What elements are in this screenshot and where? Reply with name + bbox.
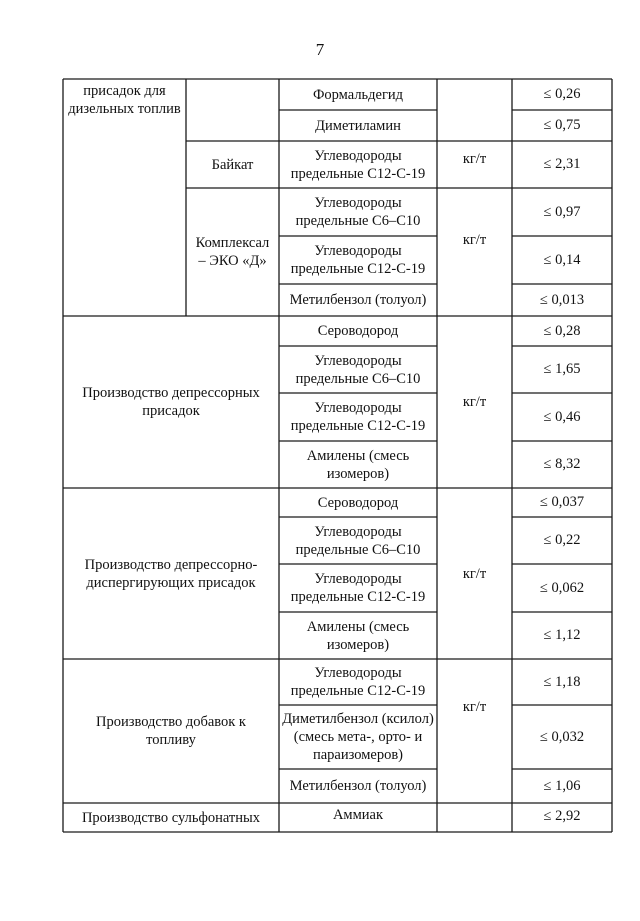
substance-g2-3: Углеводороды предельные С12-С-19 (290, 400, 426, 434)
value-g3-1: ≤ 0,037 (539, 494, 585, 510)
value-g3-4: ≤ 1,12 (543, 627, 581, 643)
group-name-fuel-additives: Производство добавок к топливу (96, 714, 246, 748)
value-formaldehyde: ≤ 0,26 (543, 86, 581, 102)
value-g2-2: ≤ 1,65 (543, 361, 581, 377)
value-baikat-c12: ≤ 2,31 (543, 156, 581, 172)
additive-complexal: Комплексал – ЭКО «Д» (195, 235, 270, 269)
value-methylbenzene-1: ≤ 0,013 (539, 291, 585, 308)
value-g4-2: ≤ 0,032 (539, 728, 585, 745)
unit-complexal: кг/т (462, 232, 487, 248)
substance-g4-1: Углеводороды предельные С12-С-19 (290, 665, 426, 699)
substance-g5-1: Аммиак (332, 807, 384, 823)
value-g2-1: ≤ 0,28 (543, 322, 581, 339)
group-name-depressant-dispersant: Производство депрессорно-диспергирующих присадок (84, 556, 258, 591)
page-number: 7 (315, 40, 325, 59)
substance-g3-4: Амилены (смесь изомеров) (306, 618, 410, 653)
substance-dimethylamine: Диметиламин (315, 117, 401, 134)
value-g2-4: ≤ 8,32 (543, 456, 581, 472)
unit-fuel-additives: кг/т (462, 699, 487, 715)
unit-baikat: кг/т (462, 151, 487, 167)
additive-baikat: Байкат (211, 156, 254, 173)
substance-g4-2: Диметилбензол (ксилол) (смесь мета-, орто- и параизомеров) (282, 711, 434, 763)
substance-formaldehyde: Формальдегид (312, 86, 404, 103)
group-name-depressant: Производство депрессорных присадок (82, 385, 260, 419)
substance-g3-3: Углеводороды предельные С12-С-19 (290, 571, 426, 605)
substance-complexal-c12: Углеводороды предельные С12-С-19 (290, 243, 426, 277)
unit-depressant-dispersant: кг/т (462, 565, 487, 582)
unit-depressant: кг/т (462, 394, 487, 410)
value-g5-1: ≤ 2,92 (543, 807, 581, 824)
substance-complexal-c6: Углеводороды предельные С6–С10 (295, 195, 421, 229)
substance-g2-4: Амилены (смесь изомеров) (306, 447, 410, 482)
value-complexal-c6: ≤ 0,97 (543, 203, 581, 220)
value-g4-1: ≤ 1,18 (543, 673, 581, 690)
substance-g4-3: Метилбензол (толуол) (289, 778, 427, 794)
value-dimethylamine: ≤ 0,75 (543, 117, 581, 133)
substance-g2-1: Сероводород (317, 323, 399, 339)
substance-baikat-c12: Углеводороды предельные С12-С-19 (290, 147, 426, 182)
substance-g3-1: Сероводород (317, 494, 399, 511)
substance-methylbenzene-1: Метилбензол (толуол) (289, 292, 427, 308)
substance-g3-2: Углеводороды предельные С6–С10 (295, 523, 421, 558)
value-g3-2: ≤ 0,22 (543, 532, 581, 548)
value-complexal-c12: ≤ 0,14 (543, 251, 581, 268)
value-g3-3: ≤ 0,062 (539, 579, 585, 596)
group-name-sulfonate: Производство сульфонатных (81, 809, 261, 826)
group-name-diesel: присадок для дизельных топлив (68, 83, 181, 117)
value-g4-3: ≤ 1,06 (543, 777, 581, 794)
value-g2-3: ≤ 0,46 (543, 408, 581, 425)
substance-g2-2: Углеводороды предельные С6–С10 (295, 352, 421, 387)
